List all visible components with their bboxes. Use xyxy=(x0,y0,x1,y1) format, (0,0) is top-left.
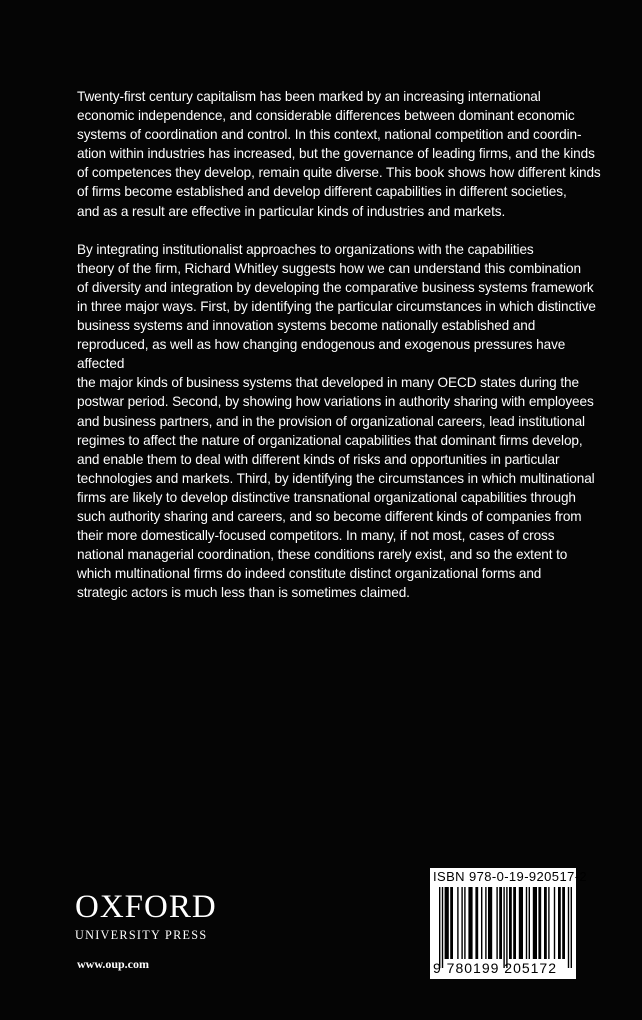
blurb-paragraph-2 xyxy=(77,240,597,603)
barcode-bar xyxy=(496,887,497,959)
barcode-bar xyxy=(544,887,547,959)
publisher-subtitle: UNIVERSITY PRESS xyxy=(75,928,208,942)
isbn-label: ISBN 978-0-19-920517-2 xyxy=(433,869,588,884)
blurb-line: business systems and innovation systems become nationally established and xyxy=(77,318,536,334)
barcode-bar xyxy=(445,887,449,959)
blurb-line: and business partners, and in the provision of organizational careers, lead institutional xyxy=(77,413,585,429)
barcode-bar xyxy=(499,887,502,959)
blurb-line: theory of the firm, Richard Whitley suggests how we can understand this combination xyxy=(77,260,581,276)
blurb-line: strategic actors is much less than is sometimes claimed. xyxy=(77,585,410,601)
blurb-line: national managerial coordination, these conditions rarely exist, and so the extent to xyxy=(77,547,568,563)
barcode-bar xyxy=(554,887,555,959)
barcode-bar xyxy=(506,887,507,968)
blurb-line: which multinational firms do indeed constitute distinct organizational forms and xyxy=(77,566,542,582)
barcode-bar xyxy=(513,887,516,959)
barcode-bar xyxy=(450,887,453,959)
barcode-bar xyxy=(538,887,541,959)
barcode-bar xyxy=(558,887,561,959)
barcode-bar xyxy=(519,887,523,959)
barcode-bar xyxy=(533,887,537,959)
blurb-line: and enable them to deal with different kinds of risks and opportunities in particular xyxy=(77,451,560,467)
blurb-line: economic independence, and considerable differences between dominant economic xyxy=(77,108,575,124)
blurb-line: technologies and markets. Third, by identifying the circumstances in which multinational xyxy=(77,470,595,486)
barcode-bar xyxy=(442,887,443,968)
blurb-line: of competences they develop, remain quite diverse. This book shows how different kinds xyxy=(77,165,601,181)
blurb-line: regimes to affect the nature of organizational capabilities that dominant firms develop, xyxy=(77,432,583,448)
barcode-bar xyxy=(481,887,482,959)
barcode-digits: 9 780199 205172 xyxy=(433,960,557,976)
blurb-line: such authority sharing and careers, and so become different kinds of companies from xyxy=(77,508,582,524)
barcode-bar xyxy=(571,887,572,968)
barcode-bar xyxy=(509,887,512,959)
barcode-bar xyxy=(457,887,458,959)
blurb-line: firms are likely to develop distinctive transnational organizational capabilities through xyxy=(77,489,576,505)
barcode-bar xyxy=(439,887,440,968)
blurb-line: and as a result are effective in particular kinds of industries and markets. xyxy=(77,203,506,219)
barcode-bar xyxy=(468,887,472,959)
oxford-university-press-logo xyxy=(75,890,245,943)
barcode-bar xyxy=(488,887,492,959)
blurb-line: the major kinds of business systems that developed in many OECD states during the xyxy=(77,375,579,391)
blurb-line: of firms become established and develop different capabilities in different societies, xyxy=(77,184,567,200)
blurb-line: in three major ways. First, by identifying the particular circumstances in which distinctive xyxy=(77,298,596,314)
publisher-website: www.oup.com xyxy=(77,957,150,971)
barcode-bar xyxy=(485,887,486,959)
publisher-name: OXFORD xyxy=(75,889,217,925)
blurb-paragraph-1 xyxy=(77,87,601,221)
barcode-bar xyxy=(562,887,565,959)
barcode-bar xyxy=(503,887,504,968)
blurb-line: affected xyxy=(77,356,125,372)
barcode-bar xyxy=(475,887,478,959)
barcode-bar xyxy=(529,887,530,959)
blurb-line: Twenty-first century capitalism has been marked by an increasing international xyxy=(77,89,541,104)
blurb-line: By integrating institutionalist approaches to organizations with the capabilities xyxy=(77,241,534,257)
blurb-line: their more domestically-focused competitors. In many, if not most, cases of cross xyxy=(77,528,555,544)
blurb-line: of diversity and integration by developing the comparative business systems framework xyxy=(77,279,594,295)
isbn-barcode xyxy=(430,868,588,979)
blurb-line: systems of coordination and control. In this context, national competition and coordin- xyxy=(77,127,582,143)
barcode-bar xyxy=(526,887,527,959)
barcode-bar xyxy=(461,887,462,959)
blurb-line: postwar period. Second, by showing how variations in authority sharing with employees xyxy=(77,394,594,410)
blurb-line: reproduced, as well as how changing endogenous and exogenous pressures have xyxy=(77,337,566,353)
blurb-text xyxy=(77,87,601,621)
barcode-bar xyxy=(464,887,465,959)
blurb-line: ation within industries has increased, but the governance of leading firms, and the kinds xyxy=(77,146,595,162)
barcode-bar xyxy=(568,887,569,968)
barcode-bar xyxy=(548,887,549,959)
